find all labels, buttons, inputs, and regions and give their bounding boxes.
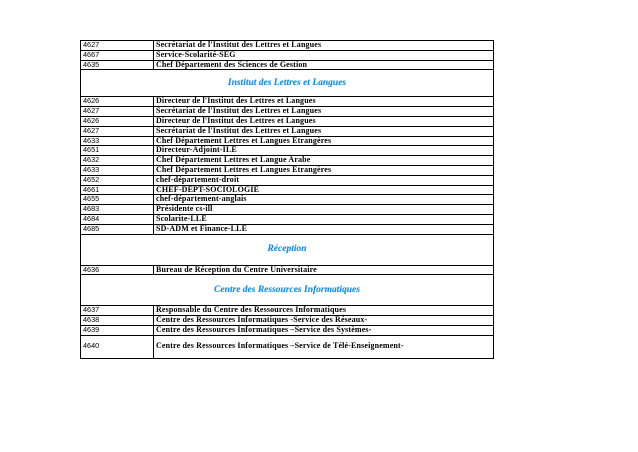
office-name: Chef Département Lettres et Langues Etrangères: [154, 136, 494, 146]
table-row: [81, 126, 494, 136]
office-name: Centre des Ressources Informatiques –Service de Télé-Enseignement-: [154, 335, 494, 358]
table-row: [81, 205, 494, 215]
office-name: Responsable du Centre des Ressources Informatiques: [154, 306, 494, 316]
extension-number: 4633: [81, 165, 154, 175]
table-row: [81, 316, 494, 326]
office-name: Directeur-Adjoint-ILE: [154, 146, 494, 156]
table-row: [81, 306, 494, 316]
extension-number: 4639: [81, 325, 154, 335]
extension-number: 4632: [81, 156, 154, 166]
table-row: [81, 146, 494, 156]
extension-number: 4627: [81, 126, 154, 136]
extension-number: 4633: [81, 136, 154, 146]
table-row: [81, 175, 494, 185]
office-name: Chef Département Lettres et Langue Arabe: [154, 156, 494, 166]
office-name: chef-département-droit: [154, 175, 494, 185]
table-row: [81, 136, 494, 146]
table-row: [81, 214, 494, 224]
office-name: Centre des Ressources Informatiques -Service des Réseaux-: [154, 316, 494, 326]
extension-number: 4627: [81, 107, 154, 117]
extension-number: 4636: [81, 265, 154, 275]
table-row: [81, 185, 494, 195]
phone-directory-table: [80, 40, 494, 359]
table-row: [81, 335, 494, 358]
table-row: [81, 195, 494, 205]
office-name: Service-Scolarité-SEG: [154, 50, 494, 60]
table-row: [81, 224, 494, 234]
extension-number: 4640: [81, 335, 154, 358]
office-name: Centre des Ressources Informatiques –Service des Systèmes-: [154, 325, 494, 335]
extension-number: 4652: [81, 175, 154, 185]
office-name: Directeur de l'Institut des Lettres et Langues: [154, 116, 494, 126]
table-row: [81, 156, 494, 166]
section-header-row: [81, 275, 494, 306]
directory-body: [81, 41, 494, 359]
table-row: [81, 60, 494, 70]
table-row: [81, 50, 494, 60]
office-name: Bureau de Réception du Centre Universitaire: [154, 265, 494, 275]
extension-number: 4651: [81, 146, 154, 156]
table-row: [81, 116, 494, 126]
extension-number: 4635: [81, 60, 154, 70]
office-name: SD-ADM et Finance-LLE: [154, 224, 494, 234]
office-name: Chef Département des Sciences de Gestion: [154, 60, 494, 70]
table-row: [81, 165, 494, 175]
table-row: [81, 107, 494, 117]
office-name: Présidente cs-ill: [154, 205, 494, 215]
extension-number: 4685: [81, 224, 154, 234]
office-name: Secrétariat de l'Institut des Lettres et Langues: [154, 107, 494, 117]
section-header-row: [81, 70, 494, 97]
table-row: [81, 265, 494, 275]
office-name: Directeur de l'Institut des Lettres et Langues: [154, 97, 494, 107]
office-name: Chef Département Lettres et Langues Etrangères: [154, 165, 494, 175]
table-row: [81, 325, 494, 335]
office-name: Secrétariat de l'Institut des Lettres et Langues: [154, 126, 494, 136]
table-row: [81, 97, 494, 107]
section-title-ill: Institut des Lettres et Langues: [227, 77, 347, 88]
office-name: Scolarite-LLE: [154, 214, 494, 224]
office-name: CHEF-DEPT-SOCIOLOGIE: [154, 185, 494, 195]
table-row: [81, 41, 494, 51]
office-name: chef-département-anglais: [154, 195, 494, 205]
extension-number: 4638: [81, 316, 154, 326]
extension-number: 4627: [81, 41, 154, 51]
extension-number: 4683: [81, 205, 154, 215]
section-title-cri: Centre des Ressources Informatiques: [214, 284, 360, 295]
extension-number: 4667: [81, 50, 154, 60]
section-title-reception: Réception: [267, 244, 307, 255]
extension-number: 4637: [81, 306, 154, 316]
section-header-row: [81, 234, 494, 265]
extension-number: 4655: [81, 195, 154, 205]
office-name: Secrétariat de l'Institut des Lettres et Langues: [154, 41, 494, 51]
extension-number: 4684: [81, 214, 154, 224]
extension-number: 4661: [81, 185, 154, 195]
extension-number: 4626: [81, 97, 154, 107]
extension-number: 4626: [81, 116, 154, 126]
